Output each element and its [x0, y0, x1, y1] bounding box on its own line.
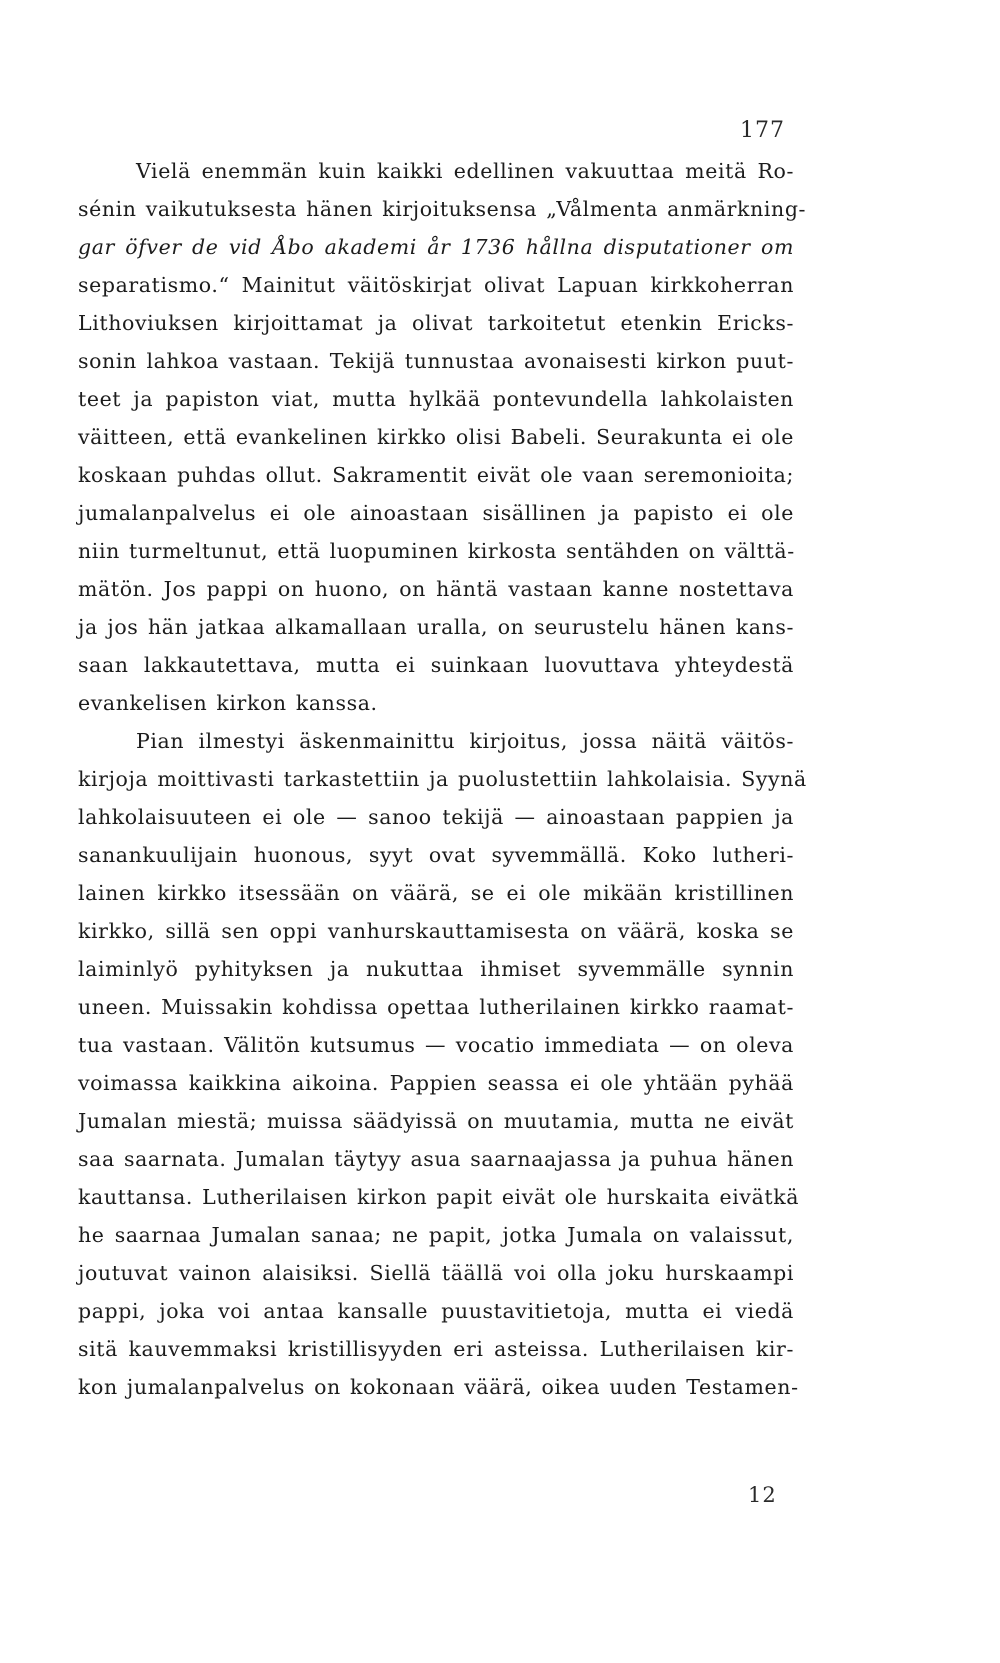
text-line: saa saarnata. Jumalan täytyy asua saarnaajassa ja puhua hänen: [78, 1147, 794, 1171]
text-line: kon jumalanpalvelus on kokonaan väärä, oikea uuden Testamen-: [78, 1375, 799, 1399]
text-line: ja jos hän jatkaa alkamallaan uralla, on seurustelu hänen kans-: [78, 615, 794, 639]
paragraph-2: [78, 722, 807, 1406]
text-line: joutuvat vainon alaisiksi. Siellä täällä voi olla joku hurskaampi: [78, 1261, 794, 1285]
text-line: Jumalan miestä; muissa säädyissä on muutamia, mutta ne eivät: [78, 1109, 794, 1133]
paragraph-1: [78, 152, 807, 722]
text-line: lahkolaisuuteen ei ole — sanoo tekijä — ainoastaan pappien ja: [78, 805, 794, 829]
text-line: Pian ilmestyi äskenmainittu kirjoitus, jossa näitä väitös-: [136, 729, 794, 753]
text-line: niin turmeltunut, että luopuminen kirkosta sentähden on välttä-: [78, 539, 795, 563]
text-line: kirjoja moittivasti tarkastettiin ja puolustettiin lahkolaisia. Syynä: [78, 767, 807, 791]
text-line: teet ja papiston viat, mutta hylkää pontevundella lahkolaisten: [78, 387, 794, 411]
text-line: pappi, joka voi antaa kansalle puustavitietoja, mutta ei viedä: [78, 1299, 794, 1323]
text-line: kauttansa. Lutherilaisen kirkon papit eivät ole hurskaita eivätkä: [78, 1185, 800, 1209]
text-line: separatismo.“ Mainitut väitöskirjat olivat Lapuan kirkkoherran: [78, 273, 794, 297]
text-line: sénin vaikutuksesta hänen kirjoituksensa „Vålmenta anmärkning-: [78, 197, 807, 221]
text-line: laiminlyö pyhityksen ja nukuttaa ihmiset syvemmälle synnin: [78, 957, 794, 981]
text-line: tua vastaan. Välitön kutsumus — vocatio immediata — on oleva: [78, 1033, 794, 1057]
text-line: uneen. Muissakin kohdissa opettaa lutherilainen kirkko raamat-: [78, 995, 794, 1019]
text-line: Vielä enemmän kuin kaikki edellinen vakuuttaa meitä Ro-: [136, 159, 794, 183]
text-line: kirkko, sillä sen oppi vanhurskauttamisesta on väärä, koska se: [78, 919, 794, 943]
text-line: saan lakkautettava, mutta ei suinkaan luovuttava yhteydestä: [78, 653, 794, 677]
signature-mark: 12: [748, 1483, 777, 1507]
text-line: he saarnaa Jumalan sanaa; ne papit, jotka Jumala on valaissut,: [78, 1223, 794, 1247]
text-line: väitteen, että evankelinen kirkko olisi Babeli. Seurakunta ei ole: [78, 425, 794, 449]
text-line: evankelisen kirkon kanssa.: [78, 691, 378, 715]
text-line: sanankuulijain huonous, syyt ovat syvemmällä. Koko lutheri-: [78, 843, 794, 867]
text-line: gar öfver de vid Åbo akademi år 1736 hållna disputationer om: [78, 235, 794, 259]
text-line: lainen kirkko itsessään on väärä, se ei ole mikään kristillinen: [78, 881, 794, 905]
text-line: sitä kauvemmaksi kristillisyyden eri asteissa. Lutherilaisen kir-: [78, 1337, 794, 1361]
text-line: koskaan puhdas ollut. Sakramentit eivät ole vaan seremonioita;: [78, 463, 794, 487]
text-line: jumalanpalvelus ei ole ainoastaan sisällinen ja papisto ei ole: [78, 501, 794, 525]
body-text: [78, 152, 807, 1406]
text-line: sonin lahkoa vastaan. Tekijä tunnustaa avonaisesti kirkon puut-: [78, 349, 794, 373]
text-line: mätön. Jos pappi on huono, on häntä vastaan kanne nostettava: [78, 577, 794, 601]
text-line: voimassa kaikkina aikoina. Pappien seassa ei ole yhtään pyhää: [78, 1071, 794, 1095]
text-line: Lithoviuksen kirjoittamat ja olivat tarkoitetut etenkin Ericks-: [78, 311, 794, 335]
page-number: 177: [740, 118, 785, 143]
